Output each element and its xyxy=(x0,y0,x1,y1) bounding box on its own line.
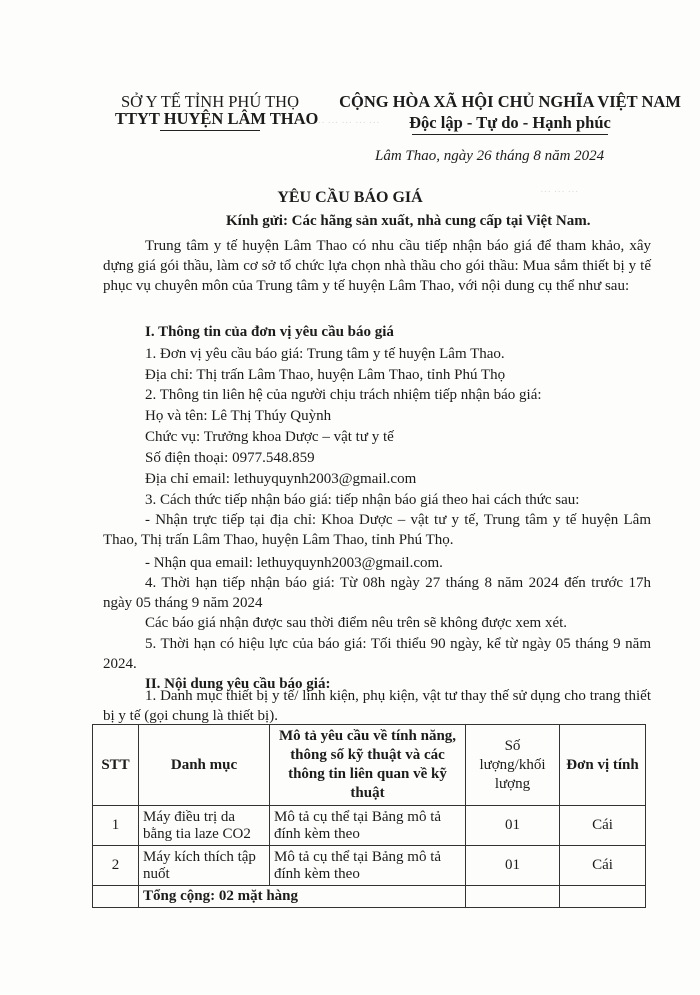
recipient: Kính gửi: Các hãng sản xuất, nhà cung cấp tại Việt Nam. xyxy=(226,213,591,229)
cell-item: Máy kích thích tập nuốt xyxy=(139,846,270,886)
address-line: Địa chỉ: Thị trấn Lâm Thao, huyện Lâm Thao, tỉnh Phú Thọ xyxy=(145,367,506,383)
cell-desc: Mô tả cụ thể tại Bảng mô tả đính kèm theo xyxy=(270,806,466,846)
th-item: Danh mục xyxy=(139,725,270,806)
page-title: YÊU CẦU BÁO GIÁ xyxy=(277,189,423,206)
late-note: Các báo giá nhận được sau thời điểm nêu trên sẽ không được xem xét. xyxy=(145,615,568,631)
org-name: TTYT HUYỆN LÂM THAO xyxy=(115,109,319,128)
deadline: 4. Thời hạn tiếp nhận báo giá: Từ 08h ngày 27 tháng 8 năm 2024 đến trước 17h ngày 05 tháng 9 năm 2024 xyxy=(103,575,651,611)
motto: Độc lập - Tự do - Hạnh phúc xyxy=(409,113,611,132)
bleed-through-text: ··· ··· ··· xyxy=(540,186,579,198)
cell-unit: Cái xyxy=(560,846,646,886)
table-row xyxy=(93,806,646,846)
intro-paragraph: Trung tâm y tế huyện Lâm Thao có nhu cầu tiếp nhận báo giá để tham khảo, xây dựng giá gói thầu, làm cơ sở tổ chức lựa chọn nhà thầu cho gói thầu: Mua sắm thiết bị y tế phục vụ chuyên môn của Trung tâm y tế huyện Lâm Thao, với nội dung cụ thể như sau: xyxy=(103,238,651,294)
cell-stt: 1 xyxy=(93,806,139,846)
cell-empty xyxy=(93,886,139,908)
cell-empty xyxy=(466,886,560,908)
unit-line: 1. Đơn vị yêu cầu báo giá: Trung tâm y tế huyện Lâm Thao. xyxy=(145,346,505,362)
motto-underline xyxy=(412,134,608,135)
section-2-heading: II. Nội dung yêu cầu báo giá: xyxy=(145,676,331,692)
list-intro: 1. Danh mục thiết bị y tế/ linh kiện, phụ kiện, vật tư thay thế sử dụng cho trang thiết bị y tế (gọi chung là thiết bị). xyxy=(103,688,651,724)
bleed-through-text: ··· ··· ··· ··· ··· ··· xyxy=(300,117,380,129)
equipment-table xyxy=(92,724,646,908)
th-desc: Mô tả yêu cầu về tính năng, thông số kỹ thuật và các thông tin liên quan về kỹ thuật xyxy=(270,725,466,806)
cell-desc: Mô tả cụ thể tại Bảng mô tả đính kèm theo xyxy=(270,846,466,886)
table-header-row xyxy=(93,725,646,806)
contact-phone: Số điện thoại: 0977.548.859 xyxy=(145,450,315,466)
th-qty: Số lượng/khối lượng xyxy=(466,725,560,806)
cell-empty xyxy=(560,886,646,908)
cell-qty: 01 xyxy=(466,806,560,846)
section-1-heading: I. Thông tin của đơn vị yêu cầu báo giá xyxy=(145,324,394,340)
country-name: CỘNG HÒA XÃ HỘI CHỦ NGHĨA VIỆT NAM xyxy=(339,92,681,111)
contact-email: Địa chỉ email: lethuyquynh2003@gmail.com xyxy=(145,471,417,487)
contact-position: Chức vụ: Trưởng khoa Dược – vật tư y tế xyxy=(145,429,394,445)
org-parent: SỞ Y TẾ TỈNH PHÚ THỌ xyxy=(121,92,299,111)
cell-unit: Cái xyxy=(560,806,646,846)
th-unit: Đơn vị tính xyxy=(560,725,646,806)
contact-name: Họ và tên: Lê Thị Thúy Quỳnh xyxy=(145,408,332,424)
org-underline xyxy=(160,130,260,131)
table-row xyxy=(93,846,646,886)
validity: 5. Thời hạn có hiệu lực của báo giá: Tối thiểu 90 ngày, kể từ ngày 05 tháng 9 năm 2024. xyxy=(103,636,651,672)
cell-item: Máy điều trị da bằng tia laze CO2 xyxy=(139,806,270,846)
date-line: Lâm Thao, ngày 26 tháng 8 năm 2024 xyxy=(375,148,605,164)
th-stt: STT xyxy=(93,725,139,806)
cell-stt: 2 xyxy=(93,846,139,886)
table-total-row xyxy=(93,886,646,908)
method-direct: - Nhận trực tiếp tại địa chỉ: Khoa Dược – vật tư y tế, Trung tâm y tế huyện Lâm Thao, Thị trấn Lâm Thao, huyện Lâm Thao, tỉnh Phú Thọ. xyxy=(103,512,651,548)
cell-total: Tổng cộng: 02 mặt hàng xyxy=(139,886,466,908)
method-intro: 3. Cách thức tiếp nhận báo giá: tiếp nhận báo giá theo hai cách thức sau: xyxy=(145,492,580,508)
cell-qty: 01 xyxy=(466,846,560,886)
contact-intro: 2. Thông tin liên hệ của người chịu trách nhiệm tiếp nhận báo giá: xyxy=(145,387,542,403)
method-email: - Nhận qua email: lethuyquynh2003@gmail.com. xyxy=(145,555,443,571)
